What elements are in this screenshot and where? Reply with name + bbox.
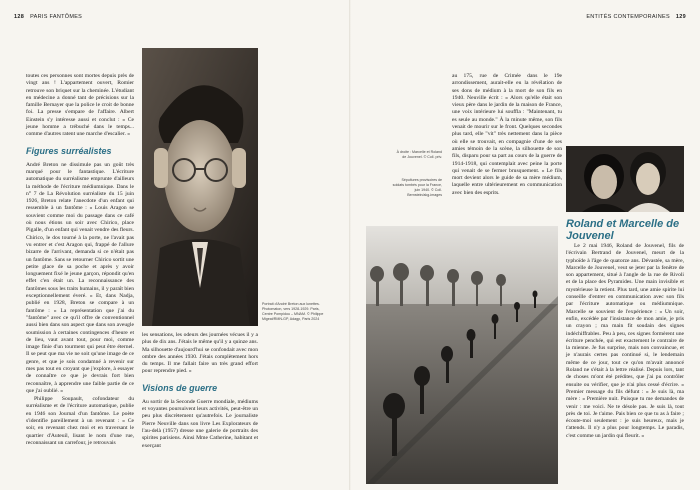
heading-visions-de-guerre: Visions de guerre [142,382,218,393]
right-col1-text: au 175, rue de Crimée dans le 19e arrondissement, aurait-elle eu la révélation de ses dons de médium à la mort de son fils en 1940. Neuville écrit : « Alors qu'elle était son vieux père dans le jardin de la maison de France, une voix intérieure lui souffla : "Maintenant, tu es seule au monde." À la minute même, son fils venait de mourir sur le front. Quelques secondes plus tard, elle "vit" très nettement dans la pièce où elle se trouvait, en compagnie d'une de ses amies témoin de la scène, la silhouette de son fils, disparu pour sa part au cours de la guerre de 1914-1918, qui contemplait avec peine la porte qui venait de se fermer brusquement. » Le fils mort devient alors le guide de sa mère médium, laquelle entre ultérieurement en communication avec bien des esprits. [452,73,562,196]
jouvenel-portraits-photo [566,146,684,212]
right-col2-text: Le 2 mai 1946, Roland de Jouvenel, fils de l'écrivain Bertrand de Jouvenel, meurt de la typhoïde à l'âge de quatorze ans. Dévastée, sa mère, Marcelle de Jouvenel, veut se jeter par la fenêtre de son appartement, situé à l'angle de la rue de Rivoli et de la place des Pyramides. Une main invisible et mystérieuse la retient. Plus tard, une amie spirite lui conseille d'entrer en communication avec son fils par l'écriture automatique ou médiumnique. Marcelle se souvient de l'expérience : « Un soir, enfin, excédée par l'insistance de mon amie, je pris un crayon ; ma main fit soudain des signes indéchiffrables. Peu à peu, ces signes formèrent une écriture penchée, qui est exactement le contraire de la mienne. Je fus surprise, mais non convaincue, et je n'aurais certes pas continué si, le lendemain même de ce jour, tout ce qu'on m'avait annoncé Roland ne s'était à la lettre réalisé. Depuis lors, tant de choses m'ont été prédites, que j'ai pu contrôler ensuite ou vérifier, que je n'ai plus cessé d'écrire. » Premier message du fils défunt : « Je suis là, ma mère : « Première nuit. Puisque tu me demandes de venir : me voici. Ne te désole pas. Je suis là, tout près de toi. Je t'aime. Pais bien ce que tu as à faire ; écoute-moi seulement : je suis heureux, mais je t'attends. Il n'y a plus pour longtemps. Le paradis, c'est comme un jardin qui fleurit. » [566,243,684,439]
jouvenel-portraits-image [566,146,684,212]
left-page-number: 128 [14,14,25,20]
left-col1-body: André Breton ne dissimule pas un goût très marqué pour le fantastique. L'écriture automatique du surréalisme emprunte d'ailleurs la méthode de l'écriture médiumnique. Dans le n° 7 de La Révolution surréaliste du 15 juin 1926, Breton relate l'anecdote d'un enfant qui ressemble à un fantôme : « Louis Aragon se souvient comme moi du passage dans ce café où nous étions un soir avec Chirico, place Pigalle, d'un enfant qui venait vendre des fleurs. Chirico, le dos tourné à la porte, ne l'avait pas vu entrer et c'est Aragon qui, frappé de l'allure bizarre de l'arrivant, demanda si ce n'était pas un fantôme. Sans se retourner Chirico sortit une petite glace de sa poche et après y avoir longuement fixé le jeune garçon, répondit qu'en effet c'en était un. La reconnaissance des fantômes sous les traits humains, il y paraît bien exceptionnellement éveré. » Et, dans Nadja, publié en 1928, Breton se compare à un fantôme : « La représentation que j'ai du "fantôme" avec ce qu'il offre de conventionnel aussi bien dans son aspect que dans son aveugle soumission à certaines contingences d'heure et de lieu, vaut avant tout, pour moi, comme image finie d'un tourment qui peut être éternel. Il se peut que ma vie ne soit qu'une image de ce genre, et que je sois condamné à revenir sur mes pas tout en croyant que j'explore, à essayer de connaître ce que je devrais fort bien reconnaître, à apprendre une faible partie de ce que j'ai oublié. » [26,161,134,394]
war-graves-image [366,226,558,484]
right-column-2 [566,243,684,441]
portraits-caption: À droite : Marcelle et Roland de Jouvenel. © Coll. priv. [396,150,442,159]
left-col1-tail: Philippe Soupault, cofondateur du surréalisme et de l'écriture automatique, publie en 1946 son Journal d'un fantôme. Le poète s'identifie pareillement à un revenant : « Ce soir, en revenant chez moi et en traversant le quartier d'Auteuil, lisant le nom d'une rue, reconnaissant un carrefour, je retrouvais [26,396,134,446]
right-folio [586,14,686,20]
war-graves-photo [366,226,558,484]
left-folio [14,14,82,20]
page-gutter [349,0,351,490]
right-section-title: ENTITÉS CONTEMPORAINES [586,14,670,20]
right-column-1 [452,73,562,198]
graves-caption: Sépultures provisoires de soldats tombés pour la France, juin 1940. © Coll. Bernstein/akg-images [392,178,442,197]
left-section-title: PARIS FANTÔMES [30,14,83,20]
heading-figures-surrealistes: Figures surréalistes [26,145,112,156]
left-col2-text: les sensations, les odeurs des journées vécues il y a plus de dix ans. J'étais le même qu'il y a quinze ans. Ma silhouette d'aujourd'hui se confondait avec mon ombre des années 1930. J'étais complètement hors du temps. Il me fallait faire un très grand effort pour reprendre pied. » [142,332,258,375]
left-column-1 [26,73,134,448]
right-page-number: 129 [675,14,686,20]
left-col1-intro: toutes ces personnes sont mortes depuis près de vingt ans ! L'appartement ouvert, Romier retrouve son briquet sur la cheminée. L'étudiant en médecine a donné tant de précisions sur la famille Bernayer que la police le croit de bonne foi. La presse s'empare de l'affaire. Albert Einstein s'y intéresse aussi et conclut : « Ce jeune homme a trébuché dans le temps... comme d'autres ratent une marche d'escalier. » [26,73,134,138]
breton-portrait-image [142,48,258,326]
heading-roland-marcelle: Roland et Marcelle de Jouvenel [566,218,680,242]
left-col2-body: Au sortir de la Seconde Guerre mondiale, médiums et voyantes poursuivent leurs activités, peut-être un peu plus discrètement qu'autrefois. Le journaliste Pierre Neuville dans son livre Les Explorateurs de l'au-delà (1957) dresse une galerie de portraits des spirites parisiens. Ainsi Mme Catherine, habitant et exerçant [142,398,258,449]
breton-portrait-photo [142,48,258,326]
left-column-2 [142,332,258,451]
breton-photo-caption: Portrait d'André Breton aux lunettes. Photomaton, vers 1928-1929. Paris, Centre Pompidou – MNAM. © Philippe Migeat/RMN-GP, Adagp, Paris 2024 [262,302,324,321]
